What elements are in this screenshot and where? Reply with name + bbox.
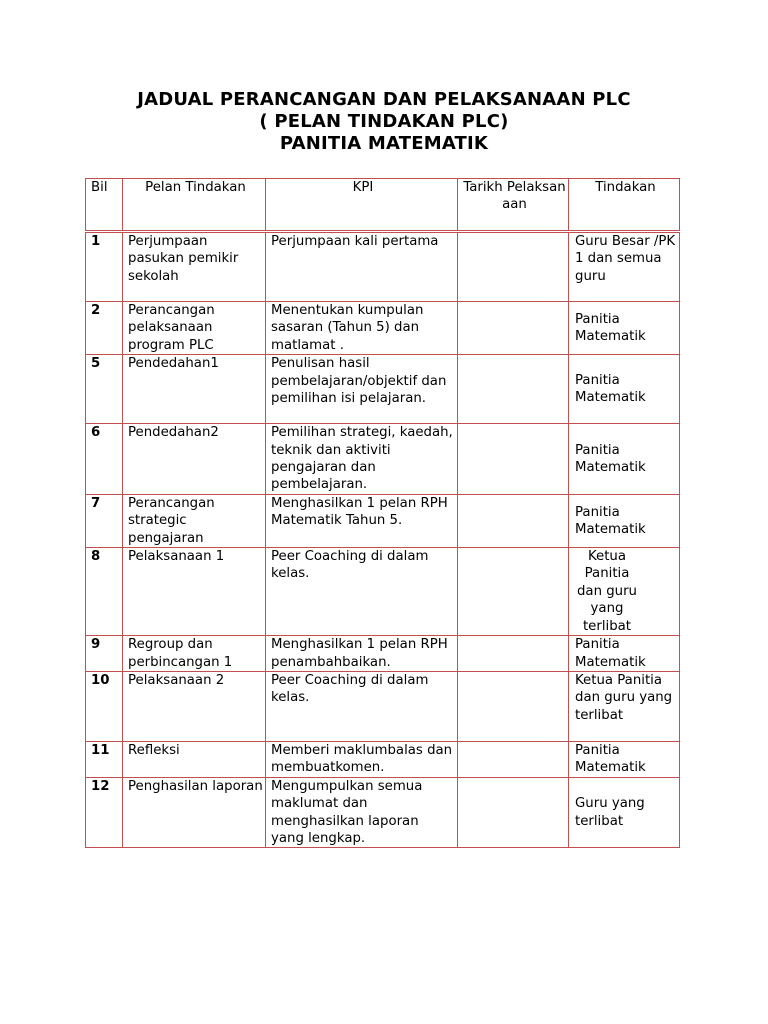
cell-tarikh bbox=[458, 355, 569, 424]
cell-bil: 7 bbox=[86, 494, 123, 547]
cell-kpi: Pemilihan strategi, kaedah, teknik dan aktiviti pengajaran dan pembelajaran. bbox=[266, 424, 458, 495]
cell-bil: 12 bbox=[86, 777, 123, 848]
cell-tarikh bbox=[458, 636, 569, 672]
cell-pelan: Penghasilan laporan bbox=[123, 777, 266, 848]
header-tindakan: Tindakan bbox=[569, 179, 680, 232]
table-row bbox=[86, 302, 680, 355]
cell-tindakan: Guru yang terlibat bbox=[569, 777, 680, 848]
cell-pelan: Perancangan pelaksanaan program PLC bbox=[123, 302, 266, 355]
cell-kpi: Menghasilkan 1 pelan RPH penambahbaikan. bbox=[266, 636, 458, 672]
cell-kpi: Perjumpaan kali pertama bbox=[266, 232, 458, 302]
cell-tindakan: Panitia Matematik bbox=[569, 636, 680, 672]
cell-bil: 2 bbox=[86, 302, 123, 355]
title-line-1: JADUAL PERANCANGAN DAN PELAKSANAAN PLC bbox=[137, 89, 631, 110]
cell-pelan: Refleksi bbox=[123, 741, 266, 777]
cell-tindakan: Panitia Matematik bbox=[569, 355, 680, 424]
cell-bil: 5 bbox=[86, 355, 123, 424]
cell-tindakan: Panitia Matematik bbox=[569, 302, 680, 355]
table-row bbox=[86, 671, 680, 741]
header-kpi: KPI bbox=[266, 179, 458, 232]
table-row bbox=[86, 777, 680, 848]
cell-pelan: Pendedahan1 bbox=[123, 355, 266, 424]
cell-bil: 1 bbox=[86, 232, 123, 302]
table-row bbox=[86, 741, 680, 777]
cell-kpi: Menentukan kumpulan sasaran (Tahun 5) dan matlamat . bbox=[266, 302, 458, 355]
table-row bbox=[86, 355, 680, 424]
title-line-3: PANITIA MATEMATIK bbox=[279, 133, 489, 154]
cell-pelan: Pelaksanaan 2 bbox=[123, 671, 266, 741]
plc-table bbox=[85, 178, 680, 848]
header-tarikh-pelaksanaan: Tarikh Pelaksanaan bbox=[458, 179, 569, 232]
cell-tindakan: Panitia Matematik bbox=[569, 494, 680, 547]
header-pelan-tindakan: Pelan Tindakan bbox=[123, 179, 266, 232]
table-row bbox=[86, 636, 680, 672]
cell-tarikh bbox=[458, 777, 569, 848]
cell-bil: 10 bbox=[86, 671, 123, 741]
cell-bil: 6 bbox=[86, 424, 123, 495]
cell-kpi: Menghasilkan 1 pelan RPH Matematik Tahun 5. bbox=[266, 494, 458, 547]
table-row bbox=[86, 232, 680, 302]
cell-kpi: Peer Coaching di dalam kelas. bbox=[266, 548, 458, 636]
cell-kpi: Mengumpulkan semua maklumat dan menghasilkan laporan yang lengkap. bbox=[266, 777, 458, 848]
cell-kpi: Memberi maklumbalas dan membuatkomen. bbox=[266, 741, 458, 777]
cell-pelan: Perancangan strategic pengajaran bbox=[123, 494, 266, 547]
cell-tarikh bbox=[458, 671, 569, 741]
document-title bbox=[0, 89, 768, 155]
cell-kpi: Penulisan hasil pembelajaran/objektif dan pemilihan isi pelajaran. bbox=[266, 355, 458, 424]
cell-pelan: Regroup dan perbincangan 1 bbox=[123, 636, 266, 672]
cell-tarikh bbox=[458, 232, 569, 302]
table-row bbox=[86, 424, 680, 495]
cell-bil: 9 bbox=[86, 636, 123, 672]
table-row bbox=[86, 494, 680, 547]
cell-tarikh bbox=[458, 424, 569, 495]
cell-pelan: Pelaksanaan 1 bbox=[123, 548, 266, 636]
cell-tindakan: Panitia Matematik bbox=[569, 741, 680, 777]
header-bil: Bil bbox=[86, 179, 123, 232]
cell-tarikh bbox=[458, 741, 569, 777]
cell-pelan: Pendedahan2 bbox=[123, 424, 266, 495]
cell-kpi: Peer Coaching di dalam kelas. bbox=[266, 671, 458, 741]
table-row bbox=[86, 548, 680, 636]
cell-pelan: Perjumpaan pasukan pemikir sekolah bbox=[123, 232, 266, 302]
cell-tindakan: Ketua Panitia dan guru yang terlibat bbox=[569, 548, 680, 636]
cell-tarikh bbox=[458, 302, 569, 355]
cell-tindakan: Ketua Panitia dan guru yang terlibat bbox=[569, 671, 680, 741]
cell-tarikh bbox=[458, 494, 569, 547]
cell-tindakan: Panitia Matematik bbox=[569, 424, 680, 495]
table-header-row bbox=[86, 179, 680, 232]
cell-tarikh bbox=[458, 548, 569, 636]
cell-bil: 11 bbox=[86, 741, 123, 777]
cell-bil: 8 bbox=[86, 548, 123, 636]
title-line-2: ( PELAN TINDAKAN PLC) bbox=[259, 111, 509, 132]
cell-tindakan: Guru Besar /PK 1 dan semua guru bbox=[569, 232, 680, 302]
